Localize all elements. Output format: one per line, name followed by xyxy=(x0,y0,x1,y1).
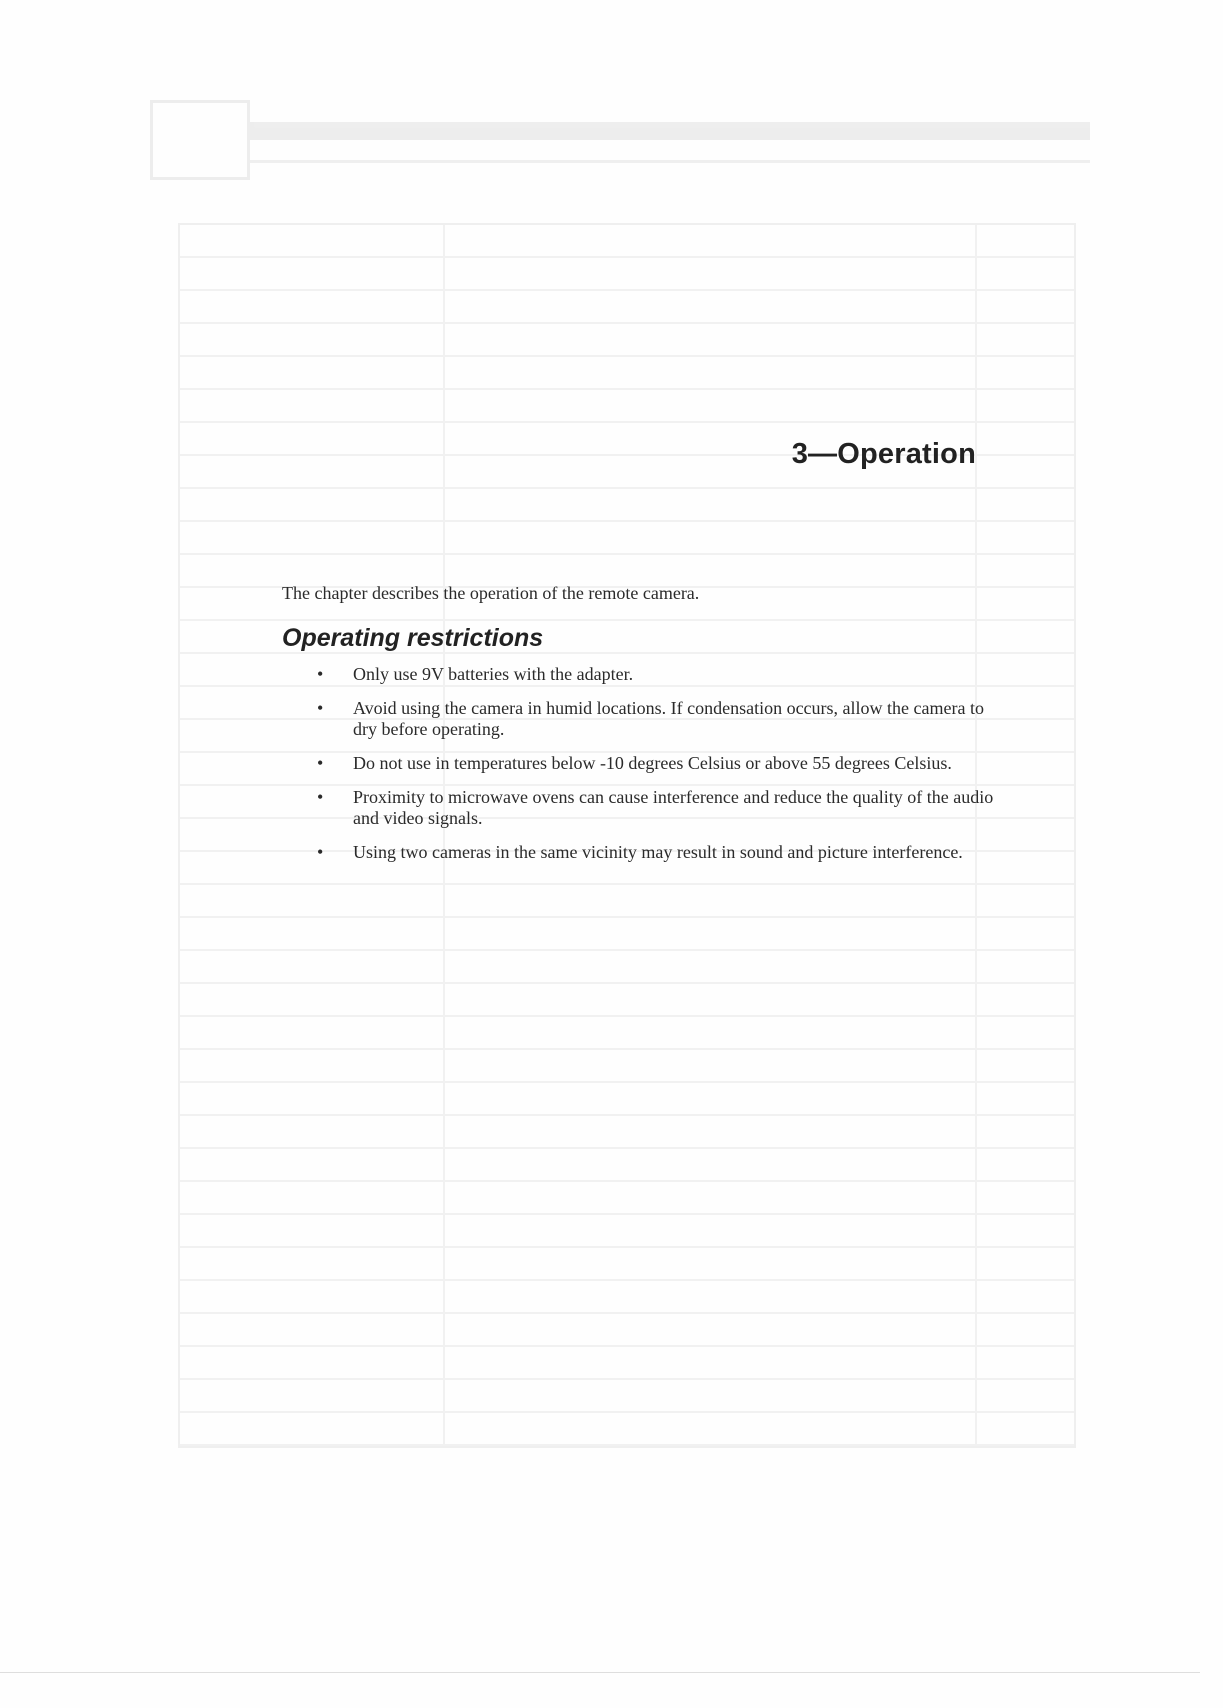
list-item xyxy=(282,753,1002,774)
bleed-through-band xyxy=(250,122,1090,140)
restrictions-list xyxy=(282,664,1002,876)
bleed-through-header xyxy=(150,92,1090,187)
bullet-icon: • xyxy=(317,787,324,807)
bullet-icon: • xyxy=(317,842,324,862)
bullet-icon: • xyxy=(317,664,324,684)
list-item-text: Do not use in temperatures below -10 degrees Celsius or above 55 degrees Celsius. xyxy=(353,753,952,773)
intro-paragraph: The chapter describes the operation of the remote camera. xyxy=(282,583,700,603)
list-item xyxy=(282,698,1002,740)
list-item-text: Using two cameras in the same vicinity may result in sound and picture interference. xyxy=(353,842,963,862)
list-item-text: Avoid using the camera in humid locations. If condensation occurs, allow the camera to dry before operating. xyxy=(353,698,984,739)
bullet-icon: • xyxy=(317,698,324,718)
list-item xyxy=(282,842,1002,863)
chapter-title: 3—Operation xyxy=(791,438,976,470)
bullet-icon: • xyxy=(317,753,324,773)
bleed-through-logo xyxy=(150,100,250,180)
list-item-text: Only use 9V batteries with the adapter. xyxy=(353,664,634,684)
page-bottom-edge xyxy=(0,1672,1200,1673)
list-item xyxy=(282,664,1002,685)
list-item xyxy=(282,787,1002,829)
list-item-text: Proximity to microwave ovens can cause interference and reduce the quality of the audio and video signals. xyxy=(353,787,994,828)
bleed-through-rule xyxy=(250,160,1090,163)
section-title: Operating restrictions xyxy=(282,624,544,652)
